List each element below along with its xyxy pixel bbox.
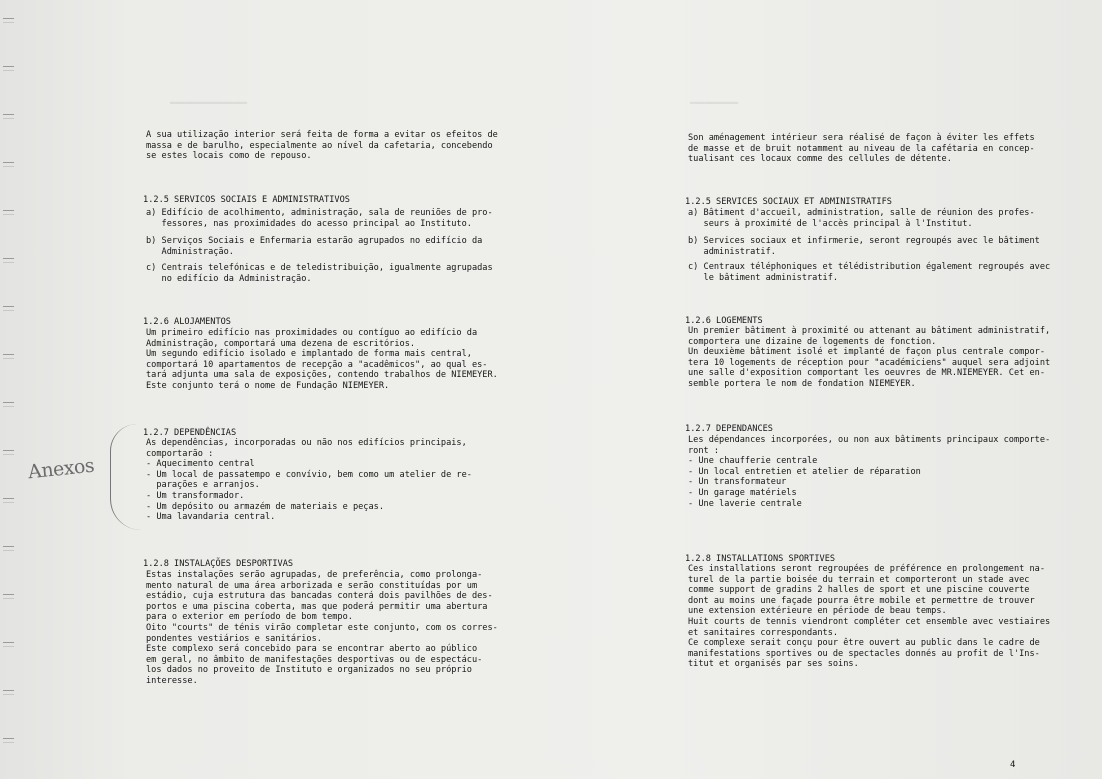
section-body: Un premier bâtiment à proximité ou attenant au bâtiment administratif, comportera une dizaine de logements de fonction. Un deuxième bâtiment isolé et implanté de façon plus centrale compor- tera 10 logements de réception pour "académiciens" auquel sera adjoint une salle d'exposition comportant les oeuvres de MR.NIEMEYER. Cet en- semble portera le nom de fondation NIEMEYER. bbox=[688, 326, 1051, 389]
section-body: Um primeiro edifício nas proximidades ou contíguo ao edifício da Administração, comportará uma dezena de escritórios. Um segundo edifício isolado e implantado de forma mais central, comportará 10 apartamentos de recepção a "acadêmicos", ao qual es- tará adjunta uma sala de exposições, contendo trabalhos de NIEMEYER. Este conjunto terá o nome de Fundação NIEMEYER. bbox=[146, 328, 498, 391]
section-title: LOGEMENTS bbox=[716, 315, 763, 326]
handwritten-bracket bbox=[110, 424, 141, 530]
list-item-a: a) Bâtiment d'accueil, administration, salle de réunion des profes- seurs à proximité de l'accès principal à l'Institut. bbox=[688, 208, 1035, 229]
section-title: ALOJAMENTOS bbox=[174, 316, 231, 327]
show-through-text: ▬▬▬▬▬▬▬▬▬▬ bbox=[690, 98, 739, 107]
intro-paragraph: A sua utilização interior será feita de forma a evitar os efeitos de massa e de barulho, especialmente ao nível da cafetaria, concebendo se estes locais como de repouso. bbox=[146, 130, 498, 162]
section-number: 1.2.8 bbox=[143, 558, 169, 569]
show-through-text: ▬▬▬▬▬▬▬▬▬▬▬▬▬▬▬▬ bbox=[170, 98, 248, 107]
section-number: 1.2.5 bbox=[685, 196, 711, 207]
section-number: 1.2.7 bbox=[143, 427, 169, 438]
section-title: SERVICOS SOCIAIS E ADMINISTRATIVOS bbox=[174, 194, 350, 205]
handwritten-note: Anexos bbox=[27, 454, 96, 484]
section-number: 1.2.5 bbox=[143, 194, 169, 205]
list-item-b: b) Serviços Sociais e Enfermaria estarão agrupados no edifício da Administração. bbox=[146, 236, 483, 257]
section-number: 1.2.6 bbox=[143, 316, 169, 327]
list-item-b: b) Services sociaux et infirmerie, seront regroupés avec le bâtiment administratif. bbox=[688, 236, 1040, 257]
list-item-c: c) Centraux téléphoniques et télédistribution également regroupés avec le bâtiment administratif. bbox=[688, 262, 1051, 283]
list-item-c: c) Centrais telefónicas e de teledistribuição, igualmente agrupadas no edifício da Administração. bbox=[146, 263, 493, 284]
page-number: 4 bbox=[1010, 760, 1016, 770]
binding-holes bbox=[0, 0, 22, 779]
section-title: DEPENDANCES bbox=[716, 423, 773, 434]
section-number: 1.2.7 bbox=[685, 423, 711, 434]
section-title: SERVICES SOCIAUX ET ADMINISTRATIFS bbox=[716, 196, 892, 207]
section-title: INSTALLATIONS SPORTIVES bbox=[716, 553, 836, 564]
section-body: Estas instalações serão agrupadas, de preferência, como prolonga- mento natural de uma área arborizada e serão constituídas por um estádio, cuja estrutura das bancadas conterá dois pavilhões de des- portos e uma piscina coberta, mas que poderá permitir uma abertura para o exterior em período de bom tempo. Oito "courts" de ténis virão completar este conjunto, com os corres- pondentes vestiários e sanitários. Este complexo será concebido para se encontrar aberto ao público em geral, no âmbito de manifestações desportivas ou de espectácu- los dados no proveito de Instituto e organizados no seu próprio interesse. bbox=[146, 570, 498, 686]
section-body: Ces installations seront regroupées de préférence en prolongement na- turel de la partie boisée du terrain et comporteront un stade avec comme support de gradins 2 halles de sport et une piscine couverte dont au moins une façade pourra être mobile et permettre de trouver une extension extérieure en période de beau temps. Huit courts de tennis viendront compléter cet ensemble avec vestiaires et sanitaires correspondants. Ce complexe serait conçu pour être ouvert au public dans le cadre de manifestations sportives ou de spectacles donnés au profit de l'Ins- titut et organisés par ses soins. bbox=[688, 564, 1051, 670]
section-body: As dependências, incorporadas ou não nos edifícios principais, comportarão : - Aquecimento central - Um local de passatempo e convívio, bem como um atelier de re- parações e arranjos. - Um transformador. - Um depósito ou armazém de materiais e peças. - Uma lavandaria central. bbox=[146, 438, 472, 523]
intro-paragraph: Son aménagement intérieur sera réalisé de façon à éviter les effets de masse et de bruit notamment au niveau de la cafétaria en concep- tualisant ces locaux comme des cellules de détente. bbox=[688, 133, 1035, 165]
section-title: DEPENDÊNCIAS bbox=[174, 427, 237, 438]
list-item-a: a) Edifício de acolhimento, administração, sala de reuniões de pro- fessores, nas proximidades do acesso principal ao Instituto. bbox=[146, 208, 493, 229]
section-body: Les dépendances incorporées, ou non aux bâtiments principaux comporte- ront : - Une chaufferie centrale - Un local entretien et atelier de réparation - Un transformateur - Un garage matériels - Une laverie centrale bbox=[688, 435, 1051, 509]
section-number: 1.2.8 bbox=[685, 553, 711, 564]
section-title: INSTALAÇÕES DESPORTIVAS bbox=[174, 558, 294, 569]
section-number: 1.2.6 bbox=[685, 315, 711, 326]
